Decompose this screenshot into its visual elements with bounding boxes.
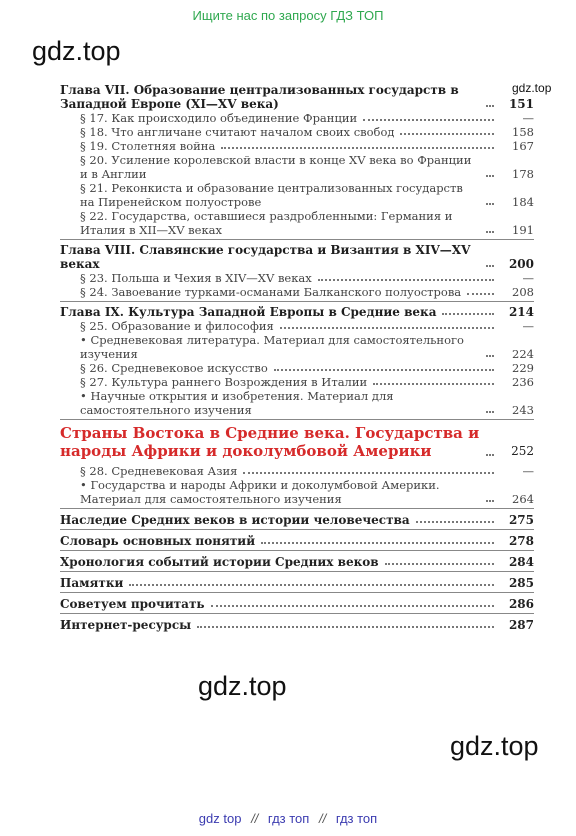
toc-title: Интернет-ресурсы [60,618,192,632]
toc-item[interactable] [60,333,534,361]
leader-dots [486,175,494,177]
toc-item[interactable] [60,139,534,153]
table-of-contents [60,83,534,632]
toc-item[interactable] [60,389,534,417]
toc-item[interactable] [60,181,534,209]
leader-dots [486,231,494,233]
divider [60,550,534,551]
toc-title: Памятки [60,576,124,590]
toc-title: § 26. Средневековое искусство [80,361,268,375]
toc-item[interactable] [60,464,534,478]
toc-item[interactable] [60,361,534,375]
toc-title: Глава VII. Образование централизованных государств в Западной Европе (XI—XV века) [60,83,459,111]
toc-entry[interactable] [60,534,534,548]
divider [60,571,534,572]
leader-dots [280,327,494,329]
toc-page: 284 [508,555,534,569]
toc-title: § 17. Как происходило объединение Франции [80,111,358,125]
toc-title: § 25. Образование и философия [80,319,274,333]
leader-dots [318,279,494,281]
toc-page: 214 [508,305,534,319]
leader-dots [197,626,494,628]
toc-page: 287 [508,618,534,632]
divider [60,508,534,509]
toc-page: — [522,319,534,333]
toc-entry[interactable] [60,597,534,611]
divider [60,529,534,530]
footer-link[interactable]: gdz top [198,811,242,826]
leader-dots [363,119,494,121]
leader-dots [467,293,494,295]
toc-title: § 23. Польша и Чехия в XIV—XV веках [80,271,312,285]
toc-section-east[interactable] [60,424,534,460]
watermark: gdz.top [32,36,121,66]
leader-dots [486,203,494,205]
toc-item[interactable] [60,319,534,333]
leader-dots [243,472,494,474]
toc-title: § 19. Столетняя война [80,139,216,153]
toc-page: 178 [512,167,534,181]
toc-item[interactable] [60,111,534,125]
toc-entry[interactable] [60,576,534,590]
toc-page: — [522,464,534,478]
toc-title: Глава IX. Культура Западной Европы в Средние века [60,305,437,319]
toc-page: 151 [508,97,534,111]
toc-title: Глава VIII. Славянские государства и Византия в XIV—XV веках [60,243,471,271]
toc-page: 184 [512,195,534,209]
toc-item[interactable] [60,153,534,181]
toc-title: • Средневековая литература. Материал для самостоятельного изучения [80,333,464,361]
toc-page: — [522,111,534,125]
leader-dots [373,383,494,385]
leader-dots [486,105,494,107]
footer-links [0,811,576,826]
leader-dots [416,521,494,523]
toc-page: 224 [512,347,534,361]
toc-page: 229 [512,361,534,375]
toc-title: Страны Востока в Средние века. Государства и народы Африки и доколумбовой Америки [60,424,480,460]
toc-item[interactable] [60,375,534,389]
toc-item[interactable] [60,271,534,285]
toc-title: § 18. Что англичане считают началом своих свобод [80,125,395,139]
leader-dots [221,147,494,149]
toc-title: § 28. Средневековая Азия [80,464,238,478]
toc-item[interactable] [60,285,534,299]
toc-entry[interactable] [60,513,534,527]
divider [60,592,534,593]
toc-page: 275 [508,513,534,527]
toc-item[interactable] [60,478,534,506]
toc-page: 208 [512,285,534,299]
toc-title: § 20. Усиление королевской власти в конце XV века во Франции и в Англии [80,153,472,181]
toc-title: Словарь основных понятий [60,534,256,548]
toc-page: 286 [508,597,534,611]
toc-title: Хронология событий истории Средних веков [60,555,379,569]
toc-page: 167 [512,139,534,153]
toc-page: 236 [512,375,534,389]
leader-dots [129,584,494,586]
toc-page: 243 [512,403,534,417]
toc-page: 200 [508,257,534,271]
divider [60,419,534,420]
leader-dots [400,133,494,135]
toc-entry[interactable] [60,555,534,569]
toc-page: 278 [508,534,534,548]
watermark: gdz.top [450,731,539,761]
toc-title: § 21. Реконкиста и образование централизованных государств на Пиренейском полуострове [80,181,463,209]
toc-title: § 27. Культура раннего Возрождения в Италии [80,375,368,389]
leader-dots [385,563,494,565]
leader-dots [486,265,494,267]
watermark: gdz.top [198,671,287,701]
toc-page: 252 [511,444,534,458]
toc-chapter[interactable] [60,83,534,111]
search-banner[interactable]: Ищите нас по запросу ГДЗ ТОП [192,8,384,23]
toc-page: 158 [512,125,534,139]
toc-title: Наследие Средних веков в истории человечества [60,513,410,527]
leader-dots [486,500,494,502]
divider [60,301,534,302]
leader-dots [442,313,494,315]
leader-dots [486,355,494,357]
toc-title: § 22. Государства, оставшиеся раздробленными: Германия и Италия в XII—XV веках [80,209,453,237]
divider [60,613,534,614]
leader-dots [486,454,494,456]
watermark: gdz.top [512,81,552,95]
toc-chapter[interactable] [60,243,534,271]
footer-separator: // [318,811,327,826]
footer-link[interactable]: гдз топ [267,811,310,826]
toc-entry[interactable] [60,618,534,632]
toc-title: • Научные открытия и изобретения. Материал для самостоятельного изучения [80,389,394,417]
toc-chapter[interactable] [60,305,534,319]
footer-separator: // [251,811,259,826]
toc-title: • Государства и народы Африки и доколумбовой Америки. Материал для самостоятельного изучения [80,478,440,506]
divider [60,239,534,240]
toc-page: 264 [512,492,534,506]
toc-page: 191 [512,223,534,237]
toc-title: Советуем прочитать [60,597,205,611]
toc-title: § 24. Завоевание турками-османами Балканского полуострова [80,285,462,299]
toc-page: — [522,271,534,285]
toc-page: 285 [508,576,534,590]
leader-dots [211,605,494,607]
leader-dots [261,542,494,544]
toc-item[interactable] [60,209,534,237]
leader-dots [486,411,494,413]
toc-item[interactable] [60,125,534,139]
leader-dots [274,369,494,371]
footer-link[interactable]: гдз топ [335,811,378,826]
